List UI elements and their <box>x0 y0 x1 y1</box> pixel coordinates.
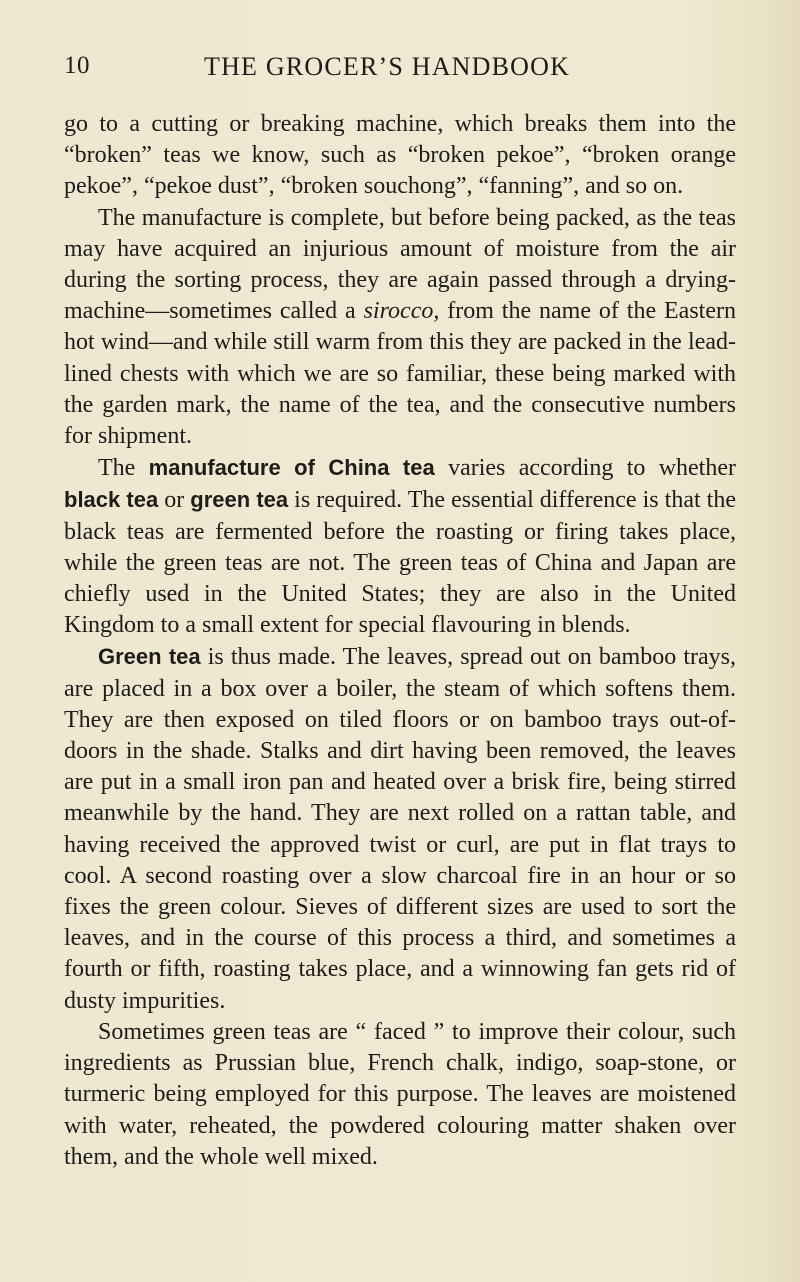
paragraph-3-mid2: or <box>158 487 191 514</box>
body-text <box>64 109 736 1173</box>
paragraph-4-rest: is thus made. The leaves, spread out on bamboo trays, are placed in a box over a boiler, the steam of which softens them. They are then exposed on tiled floors or on bamboo trays out-of-doors in the shade. Stalks and dirt having been removed, the leaves are put in a small iron pan and heated over a brisk fire, being stirred meanwhile by the hand. They are next rolled on a rattan table, and having received the approved twist or curl, are put in flat trays to cool. A second roasting over a slow charcoal fire in an hour or so fixes the green colour. Sieves of different sizes are used to sort the leaves, and in the course of this process a third, and sometimes a fourth or fifth, roasting takes place, and a winnowing fan gets rid of dusty impurities. <box>64 644 736 1014</box>
paragraph-3-mid1: varies according to whether <box>434 455 736 482</box>
paragraph-2 <box>64 203 736 453</box>
heading-manufacture-china-tea: manufacture of China tea <box>148 455 435 481</box>
paragraph-2-text-before: The manufacture is complete, but before being packed, as the teas may have acquired an injurious amount of moisture from the air during the sorting process, they are again passed through a drying-machine—sometimes called a <box>64 204 736 325</box>
page-number: 10 <box>64 52 90 79</box>
page-header <box>64 52 730 88</box>
paragraph-1 <box>64 109 736 203</box>
paragraph-3 <box>64 452 736 641</box>
paragraph-4 <box>64 641 736 1016</box>
term-green-tea: green tea <box>190 487 289 513</box>
term-black-tea: black tea <box>64 487 159 513</box>
paragraph-5 <box>64 1017 736 1173</box>
heading-green-tea: Green tea <box>98 644 201 670</box>
paragraph-1-text: go to a cutting or breaking machine, which breaks them into the “broken” teas we know, such as “broken pekoe”, “broken orange pekoe”, “pekoe dust”, “broken souchong”, “fanning”, and so on. <box>64 111 736 200</box>
paragraph-2-text-after: from the name of the Eastern hot wind—and while still warm from this they are packed in the lead-lined chests with which we are so familiar, these being marked with the garden mark, the name of the tea, and the consecutive numbers for shipment. <box>64 298 736 450</box>
sirocco-term: sirocco, <box>363 298 440 325</box>
paragraph-5-text: Sometimes green teas are “ faced ” to improve their colour, such ingredients as Prussian blue, French chalk, indigo, soap-stone, or turmeric being employed for this purpose. The leaves are moistened with water, reheated, the powdered colouring matter shaken over them, and the whole well mixed. <box>64 1018 736 1170</box>
running-head: THE GROCER’S HANDBOOK <box>204 52 571 81</box>
paragraph-3-start: The <box>98 455 149 482</box>
paragraph-3-rest: is required. The essential difference is that the black teas are fermented before the roasting or firing takes place, while the green teas are not. The green teas of China and Japan are chiefly used in the United States; they are also in the United Kingdom to a small extent for special flavouring in blends. <box>64 487 736 639</box>
